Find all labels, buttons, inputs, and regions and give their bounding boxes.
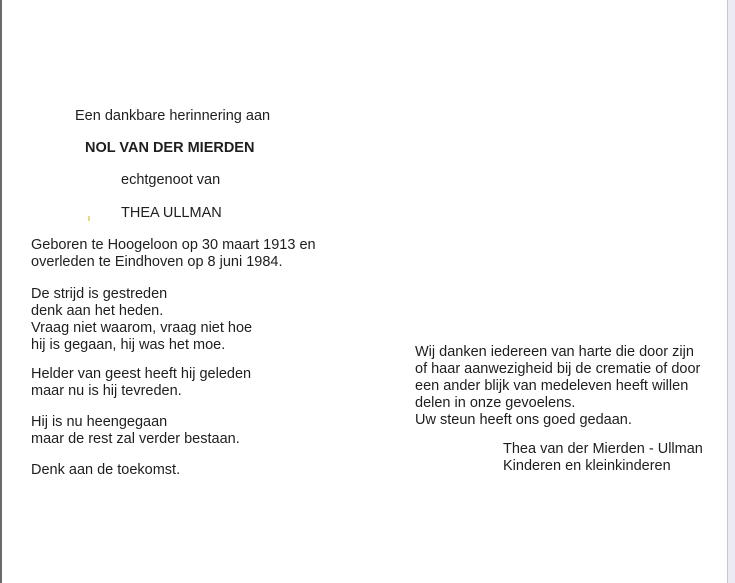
poem-stanza-1 <box>31 286 252 354</box>
signature-name: Thea van der Mierden - Ullman <box>503 441 703 457</box>
birth-line: Geboren te Hoogeloon op 30 maart 1913 en <box>31 237 316 253</box>
poem-stanza-2 <box>31 366 251 400</box>
thanks-message <box>415 344 700 429</box>
poem-line: hij is gegaan, hij was het moe. <box>31 337 226 353</box>
spouse-name: THEA ULLMAN <box>121 205 222 221</box>
poem-line: Hij is nu heengegaan <box>31 414 168 430</box>
intro-text: Een dankbare herinnering aan <box>75 108 271 124</box>
thanks-line: Uw steun heeft ons goed gedaan. <box>415 412 632 428</box>
poem-stanza-4 <box>31 462 180 479</box>
poem-line: maar nu is hij tevreden. <box>31 383 182 399</box>
death-line: overleden te Eindhoven op 8 juni 1984. <box>31 254 283 270</box>
signature-family: Kinderen en kleinkinderen <box>503 458 671 474</box>
thanks-line: of haar aanwezigheid bij de crematie of door <box>415 361 701 377</box>
poem-line: De strijd is gestreden <box>31 286 168 302</box>
thanks-line: delen in onze gevoelens. <box>415 395 576 411</box>
relation-text: echtgenoot van <box>121 172 221 188</box>
poem-line: Vraag niet waarom, vraag niet hoe <box>31 320 253 336</box>
print-speck <box>88 216 90 221</box>
poem-line: Helder van geest heeft hij geleden <box>31 366 252 382</box>
thanks-line: een ander blijk van medeleven heeft willen <box>415 378 689 394</box>
poem-stanza-3 <box>31 414 240 448</box>
right-border <box>727 0 735 583</box>
poem-line: Denk aan de toekomst. <box>31 462 181 478</box>
poem-line: maar de rest zal verder bestaan. <box>31 431 240 447</box>
deceased-name: NOL VAN DER MIERDEN <box>85 140 255 156</box>
thanks-line: Wij danken iedereen van harte die door zijn <box>415 344 694 360</box>
left-border <box>0 0 2 583</box>
poem-line: denk aan het heden. <box>31 303 164 319</box>
